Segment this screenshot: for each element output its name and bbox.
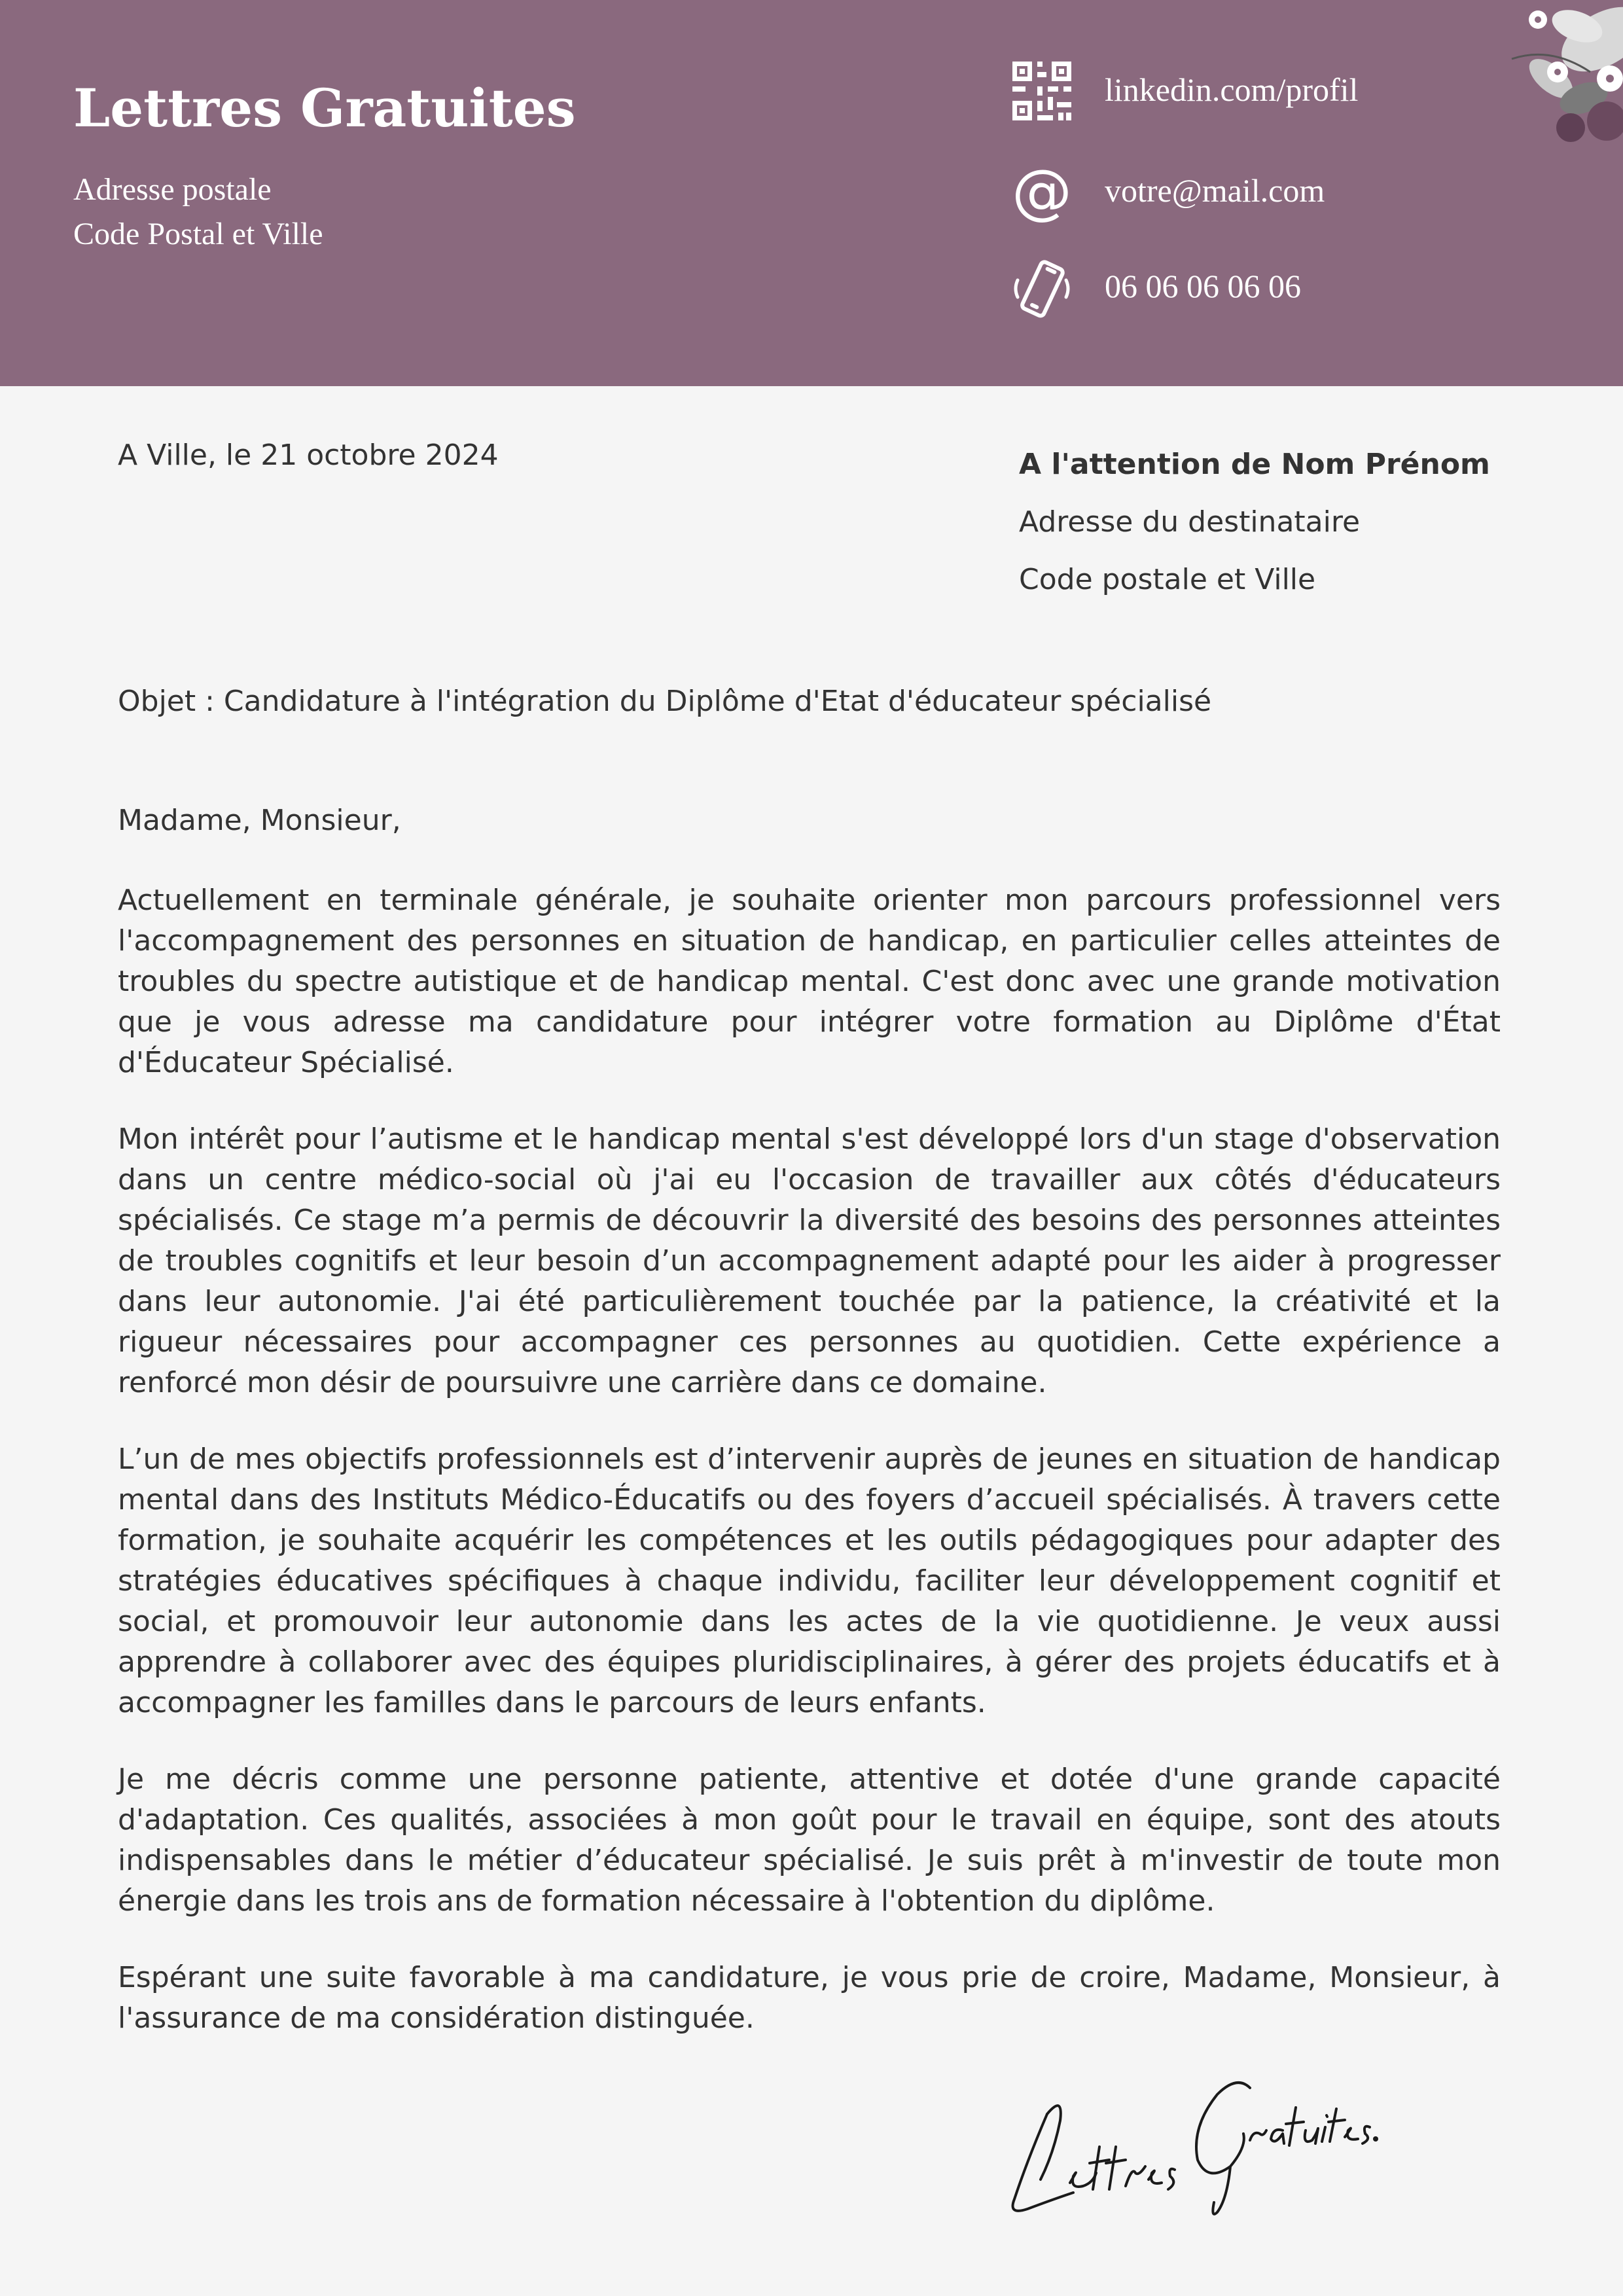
sender-city: Code Postal et Ville	[73, 217, 323, 251]
phone-text: 06 06 06 06 06	[1105, 268, 1301, 304]
sender-name: Lettres Gratuites	[73, 77, 576, 139]
phone-icon	[1011, 258, 1073, 319]
paragraph: L’un de mes objectifs professionnels est d’intervenir auprès de jeunes en situation de handicap mental dans des Instituts Médico-Éducatifs ou des foyers d’accueil spécialisés. À travers cette formation, je souhaite acquérir les compétences et les outils pédagogiques pour adapter des stratégies éducatives spécifiques à chaque individu, faciliter leur développement cognitif et social, et promouvoir leur autonomie dans les actes de la vie quotidienne. Je veux aussi apprendre à collaborer avec des équipes pluridisciplinaires, à gérer des projets éducatifs et à accompagner les familles dans le parcours de leurs enfants.	[118, 1443, 1501, 1719]
letter-header	[0, 0, 1623, 386]
paragraph: Mon intérêt pour l’autisme et le handicap mental s'est développé lors d'un stage d'observation dans un centre médico-social où j'ai eu l'occasion de travailler aux côtés d'éducateurs spécialisés. Ce stage m’a permis de découvrir la diversité des besoins des personnes atteintes de troubles cognitifs et leur besoin d’un accompagnement adapté pour les aider à progresser dans leur autonomie. J'ai été particulièrement touchée par la patience, la créativité et la rigueur nécessaires pour accompagner ces personnes au quotidien. Cette expérience a renforcé mon désir de poursuivre une carrière dans ce domaine.	[118, 1122, 1501, 1399]
handwritten-signature	[1001, 2068, 1381, 2225]
qr-code-icon	[1011, 60, 1073, 122]
recipient-city: Code postale et Ville	[1019, 563, 1316, 596]
recipient-block	[1019, 436, 1490, 609]
svg-text:@: @	[1012, 161, 1072, 223]
at-sign-icon	[1011, 161, 1073, 223]
paragraph: Actuellement en terminale générale, je souhaite orienter mon parcours professionnel vers l'accompagnement des personnes en situation de handicap, en particulier celles atteintes de troubles du spectre autistique et de handicap mental. C'est donc avec une grande motivation que je vous adresse ma candidature pour intégrer votre formation au Diplôme d'État d'Éducateur Spécialisé.	[118, 884, 1501, 1079]
letter-greeting: Madame, Monsieur,	[118, 804, 401, 837]
sender-address: Adresse postale	[73, 172, 272, 207]
recipient-address: Adresse du destinataire	[1019, 505, 1361, 539]
paragraph: Je me décris comme une personne patiente, attentive et dotée d'une grande capacité d'adaptation. Ces qualités, associées à mon goût pour le travail en équipe, sont des atouts indispensables dans le métier d’éducateur spécialisé. Je suis prêt à m'investir de toute mon énergie dans les trois ans de formation nécessaire à l'obtention du diplôme.	[118, 1763, 1501, 1918]
recipient-name: A l'attention de Nom Prénom	[1019, 448, 1490, 481]
email-text: votre@mail.com	[1105, 172, 1325, 209]
linkedin-text: linkedin.com/profil	[1105, 71, 1359, 108]
paragraph: Espérant une suite favorable à ma candidature, je vous prie de croire, Madame, Monsieur, à l'assurance de ma considération distinguée.	[118, 1961, 1501, 2035]
letter-date: A Ville, le 21 octobre 2024	[118, 439, 499, 472]
floral-decoration	[1472, 0, 1623, 151]
letter-body	[118, 880, 1501, 2075]
letter-subject: Objet : Candidature à l'intégration du Diplôme d'Etat d'éducateur spécialisé	[118, 685, 1212, 718]
